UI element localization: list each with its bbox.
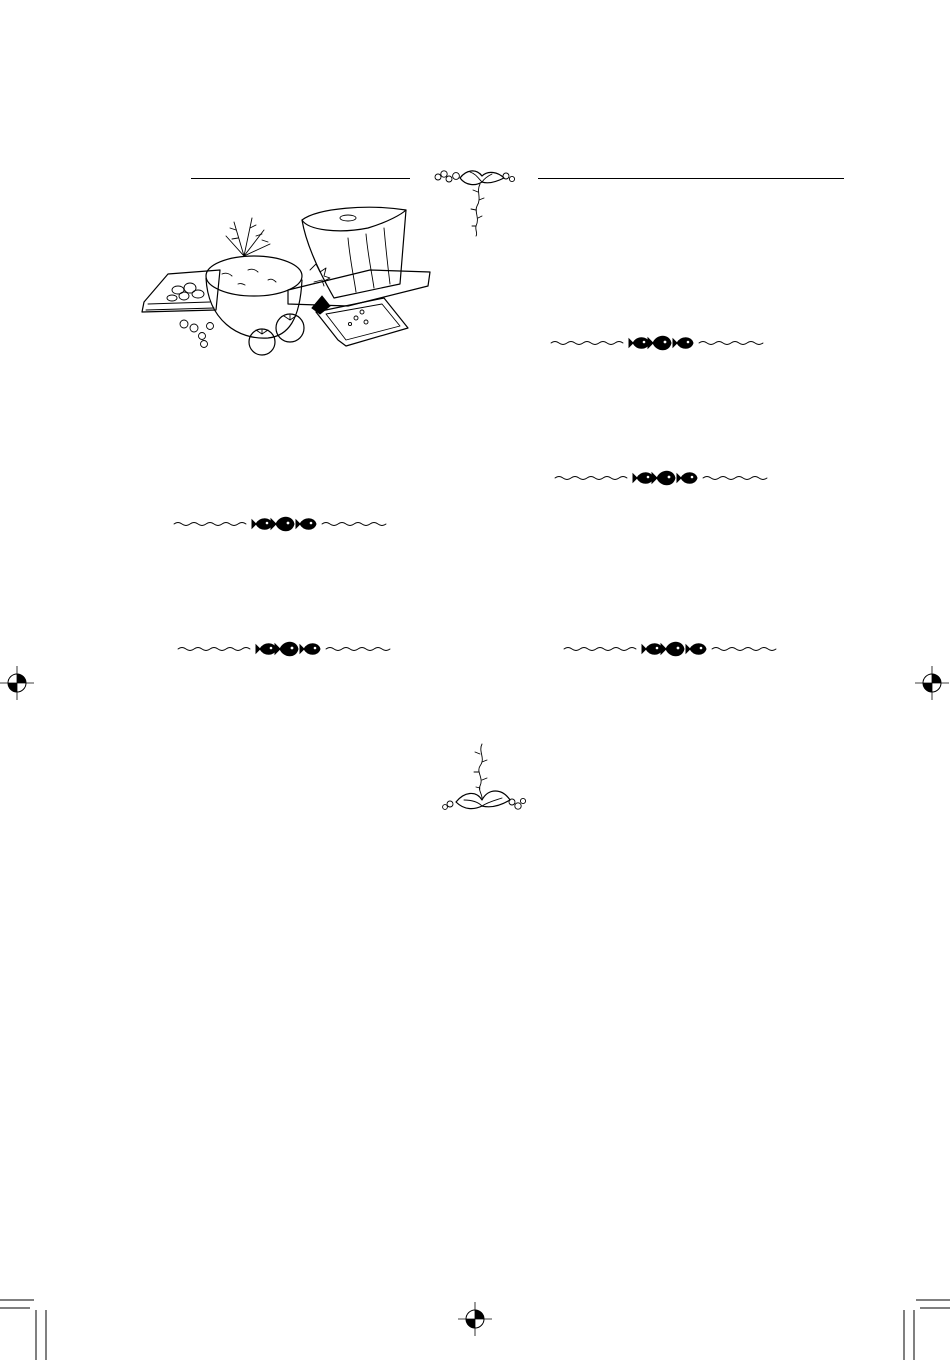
fish-divider-icon xyxy=(172,515,394,533)
fish-divider-icon xyxy=(176,640,398,658)
vine-flourish-icon xyxy=(432,166,516,236)
registration-mark-icon xyxy=(0,666,34,700)
header-rule-left xyxy=(191,178,410,179)
fish-divider-icon xyxy=(549,334,771,352)
header-rule-right xyxy=(538,178,844,179)
fish-divider-icon xyxy=(553,469,775,487)
crop-mark-icon xyxy=(898,1296,950,1360)
leaf-flourish-icon xyxy=(442,744,526,814)
fish-divider-icon xyxy=(562,640,784,658)
registration-mark-icon xyxy=(915,666,949,700)
registration-mark-icon xyxy=(458,1302,492,1336)
soup-bread-illustration xyxy=(138,200,434,360)
crop-mark-icon xyxy=(0,1296,52,1360)
